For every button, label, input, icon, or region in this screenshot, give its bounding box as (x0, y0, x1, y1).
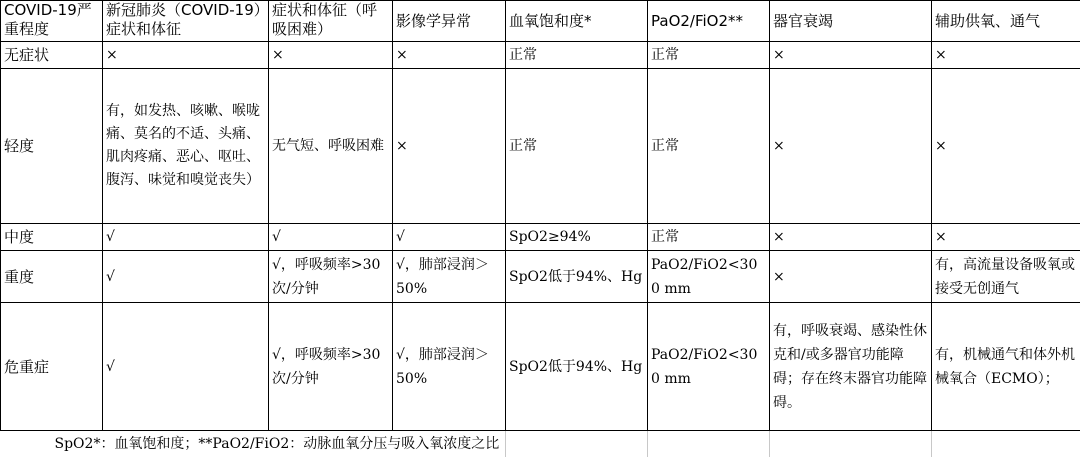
header-cell: 新冠肺炎（COVID-19）症状和体征 (103, 1, 269, 42)
table-cell: 正常 (648, 69, 770, 224)
header-row (1, 1, 1080, 42)
empty-cell (506, 431, 648, 457)
table-cell: SpO2低于94%、Hg (506, 303, 648, 431)
table-cell: √ (393, 224, 506, 251)
header-cell: 血氧饱和度* (506, 1, 648, 42)
table-row (1, 42, 1080, 69)
table-cell: 正常 (648, 224, 770, 251)
table-cell: × (770, 251, 932, 303)
table-cell: √ (103, 251, 269, 303)
table-cell: √，呼吸频率>30次/分钟 (269, 251, 393, 303)
table-cell: 有，如发热、咳嗽、喉咙痛、莫名的不适、头痛、肌肉疼痛、恶心、呕吐、腹泻、味觉和嗅觉丧失） (103, 69, 269, 224)
table-cell: × (932, 69, 1080, 224)
header-cell: 影像学异常 (393, 1, 506, 42)
table-cell: × (932, 224, 1080, 251)
table-cell: × (269, 42, 393, 69)
table-cell: × (393, 42, 506, 69)
table-cell: × (932, 42, 1080, 69)
row-label: 重度 (1, 251, 103, 303)
table-cell: × (770, 224, 932, 251)
row-label: 危重症 (1, 303, 103, 431)
table-cell: × (103, 42, 269, 69)
table-cell: √，肺部浸润＞50% (393, 303, 506, 431)
table-cell: √，呼吸频率>30次/分钟 (269, 303, 393, 431)
footnote: SpO2*：血氧饱和度；**PaO2/FiO2：动脉血氧分压与吸入氧浓度之比 (1, 431, 506, 457)
table-cell: 有，机械通气和体外机械氧合（ECMO）； (932, 303, 1080, 431)
table-row (1, 251, 1080, 303)
table-cell: 正常 (648, 42, 770, 69)
table-cell: √ (103, 224, 269, 251)
table-cell: SpO2≥94% (506, 224, 648, 251)
empty-cell (932, 431, 1080, 457)
table-cell: 无气短、呼吸困难 (269, 69, 393, 224)
table-cell: 正常 (506, 42, 648, 69)
table-cell: × (770, 42, 932, 69)
header-cell: 辅助供氧、通气 (932, 1, 1080, 42)
table-cell: 有，高流量设备吸氧或接受无创通气 (932, 251, 1080, 303)
table-cell: × (393, 69, 506, 224)
table-cell: × (770, 69, 932, 224)
empty-cell (648, 431, 770, 457)
table-cell: √ (103, 303, 269, 431)
header-cell: 器官衰竭 (770, 1, 932, 42)
header-cell: PaO2/FiO2** (648, 1, 770, 42)
row-label: 轻度 (1, 69, 103, 224)
table-cell: √，肺部浸润＞50% (393, 251, 506, 303)
empty-cell (770, 431, 932, 457)
table-cell: PaO2/FiO2<300 mm (648, 303, 770, 431)
table-cell: 正常 (506, 69, 648, 224)
header-cell: COVID-19严重程度 (1, 1, 103, 42)
header-cell: 症状和体征（呼吸困难） (269, 1, 393, 42)
table-cell: SpO2低于94%、Hg (506, 251, 648, 303)
row-label: 无症状 (1, 42, 103, 69)
table-row (1, 224, 1080, 251)
table-cell: 有，呼吸衰竭、感染性休克和/或多器官功能障碍；存在终末器官功能障碍。 (770, 303, 932, 431)
table-cell: √ (269, 224, 393, 251)
footnote-row (1, 431, 1080, 457)
row-label: 中度 (1, 224, 103, 251)
table-cell: PaO2/FiO2<300 mm (648, 251, 770, 303)
table-row (1, 303, 1080, 431)
table-row (1, 69, 1080, 224)
